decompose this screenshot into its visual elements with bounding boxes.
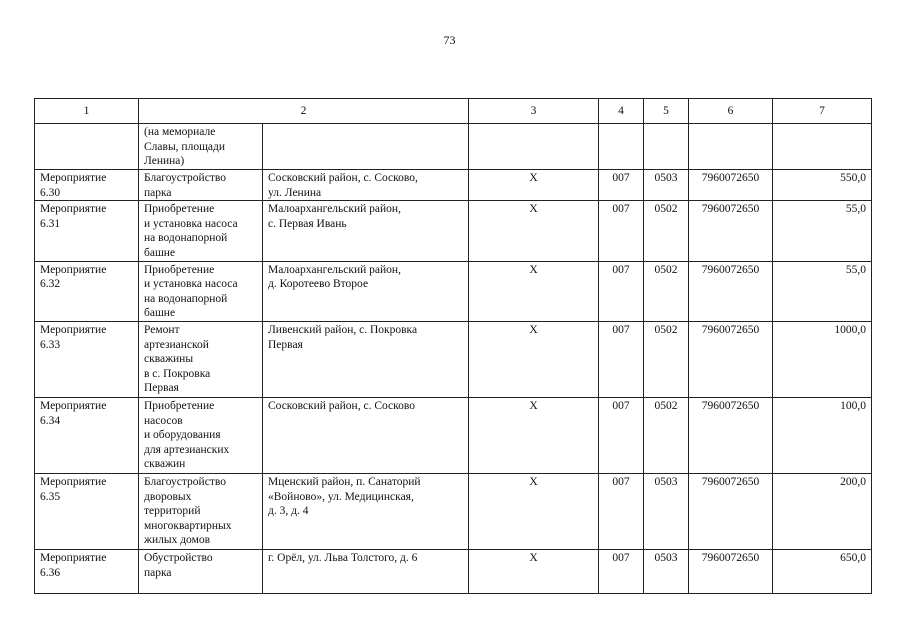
code6-cell: 7960072650 (689, 261, 773, 321)
table-row (35, 397, 872, 473)
header-col-7: 7 (773, 99, 872, 124)
description-cell: Благоустройство дворовых территорий многоквартирных жилых домов (139, 473, 263, 549)
event-cell: Мероприятие 6.35 (35, 473, 139, 549)
table-row (35, 201, 872, 261)
continuation-code6-cell (689, 124, 773, 170)
header-col-1: 1 (35, 99, 139, 124)
code6-cell: 7960072650 (689, 170, 773, 201)
code4-cell: 007 (599, 397, 644, 473)
table-row (35, 473, 872, 549)
table-row (35, 170, 872, 201)
description-cell: Приобретение и установка насоса на водонапорной башне (139, 201, 263, 261)
amount-cell: 650,0 (773, 549, 872, 593)
code6-cell: 7960072650 (689, 549, 773, 593)
header-col-5: 5 (644, 99, 689, 124)
continuation-code4-cell (599, 124, 644, 170)
header-row (35, 99, 872, 124)
code4-cell: 007 (599, 549, 644, 593)
mark-cell: X (469, 170, 599, 201)
event-cell: Мероприятие 6.32 (35, 261, 139, 321)
amount-cell: 55,0 (773, 261, 872, 321)
code6-cell: 7960072650 (689, 201, 773, 261)
event-cell: Мероприятие 6.30 (35, 170, 139, 201)
continuation-row (35, 124, 872, 170)
mark-cell: X (469, 549, 599, 593)
location-cell: Малоархангельский район, с. Первая Ивань (263, 201, 469, 261)
mark-cell: X (469, 473, 599, 549)
continuation-code5-cell (644, 124, 689, 170)
event-cell: Мероприятие 6.31 (35, 201, 139, 261)
code5-cell: 0502 (644, 261, 689, 321)
location-cell: Сосковский район, с. Сосково, ул. Ленина (263, 170, 469, 201)
location-cell: г. Орёл, ул. Льва Толстого, д. 6 (263, 549, 469, 593)
description-cell: Благоустройство парка (139, 170, 263, 201)
code5-cell: 0503 (644, 473, 689, 549)
continuation-mark-cell (469, 124, 599, 170)
mark-cell: X (469, 321, 599, 397)
amount-cell: 200,0 (773, 473, 872, 549)
table-row (35, 321, 872, 397)
code6-cell: 7960072650 (689, 397, 773, 473)
amount-cell: 55,0 (773, 201, 872, 261)
amount-cell: 1000,0 (773, 321, 872, 397)
location-cell: Малоархангельский район, д. Коротеево Второе (263, 261, 469, 321)
header-col-4: 4 (599, 99, 644, 124)
location-cell: Сосковский район, с. Сосково (263, 397, 469, 473)
location-cell: Мценский район, п. Санаторий «Войново», ул. Медицинская, д. 3, д. 4 (263, 473, 469, 549)
location-cell: Ливенский район, с. Покровка Первая (263, 321, 469, 397)
code6-cell: 7960072650 (689, 321, 773, 397)
continuation-description-cell: (на мемориале Славы, площади Ленина) (139, 124, 263, 170)
code5-cell: 0502 (644, 397, 689, 473)
code4-cell: 007 (599, 473, 644, 549)
continuation-event-cell (35, 124, 139, 170)
continuation-location-cell (263, 124, 469, 170)
mark-cell: X (469, 201, 599, 261)
code5-cell: 0502 (644, 321, 689, 397)
header-col-6: 6 (689, 99, 773, 124)
event-cell: Мероприятие 6.34 (35, 397, 139, 473)
budget-table (34, 98, 872, 594)
header-col-3: 3 (469, 99, 599, 124)
description-cell: Обустройство парка (139, 549, 263, 593)
mark-cell: X (469, 397, 599, 473)
description-cell: Приобретение насосов и оборудования для артезианских скважин (139, 397, 263, 473)
code5-cell: 0502 (644, 201, 689, 261)
code6-cell: 7960072650 (689, 473, 773, 549)
table-row (35, 261, 872, 321)
event-cell: Мероприятие 6.36 (35, 549, 139, 593)
description-cell: Ремонт артезианской скважины в с. Покровка Первая (139, 321, 263, 397)
code4-cell: 007 (599, 261, 644, 321)
code5-cell: 0503 (644, 170, 689, 201)
header-col-2: 2 (139, 99, 469, 124)
continuation-amount-cell (773, 124, 872, 170)
code4-cell: 007 (599, 321, 644, 397)
code5-cell: 0503 (644, 549, 689, 593)
amount-cell: 550,0 (773, 170, 872, 201)
code4-cell: 007 (599, 170, 644, 201)
mark-cell: X (469, 261, 599, 321)
event-cell: Мероприятие 6.33 (35, 321, 139, 397)
code4-cell: 007 (599, 201, 644, 261)
page-number: 73 (443, 33, 456, 47)
description-cell: Приобретение и установка насоса на водонапорной башне (139, 261, 263, 321)
table-row (35, 549, 872, 593)
amount-cell: 100,0 (773, 397, 872, 473)
